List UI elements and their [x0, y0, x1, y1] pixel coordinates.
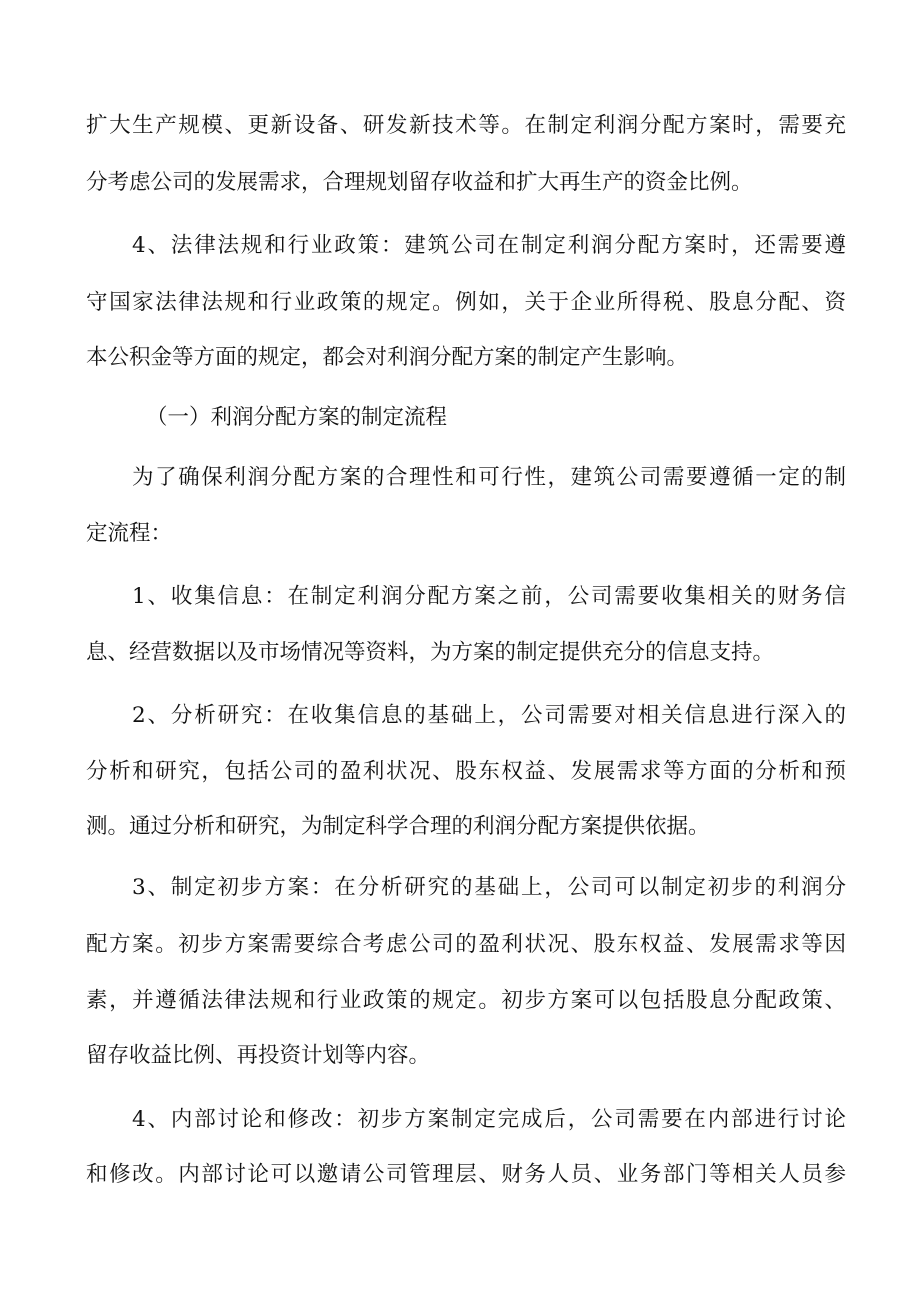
section-heading: （一）利润分配方案的制定流程	[146, 405, 448, 430]
paragraph-line: 分考虑公司的发展需求，合理规划留存收益和扩大再生产的资金比例。	[86, 170, 753, 195]
paragraph-line: 4、法律法规和行业政策：建筑公司在制定利润分配方案时，还需要遵	[132, 233, 846, 258]
paragraph-line: 2、分析研究：在收集信息的基础上，公司需要对相关信息进行深入的	[132, 703, 846, 728]
paragraph-line: 1、收集信息：在制定利润分配方案之前，公司需要收集相关的财务信	[132, 584, 846, 609]
paragraph-line: 息、经营数据以及市场情况等资料，为方案的制定提供充分的信息支持。	[86, 640, 775, 665]
paragraph-line: 守国家法律法规和行业政策的规定。例如，关于企业所得税、股息分配、资	[86, 290, 846, 315]
paragraph-line: 分析和研究，包括公司的盈利状况、股东权益、发展需求等方面的分析和预	[86, 759, 846, 784]
paragraph-line: 配方案。初步方案需要综合考虑公司的盈利状况、股东权益、发展需求等因	[86, 932, 846, 957]
paragraph-line: 本公积金等方面的规定，都会对利润分配方案的制定产生影响。	[86, 345, 689, 370]
paragraph-line: 留存收益比例、再投资计划等内容。	[86, 1043, 431, 1068]
paragraph-line: 定流程：	[86, 521, 173, 546]
paragraph-line: 扩大生产规模、更新设备、研发新技术等。在制定利润分配方案时，需要充	[86, 113, 846, 138]
paragraph-line: 素，并遵循法律法规和行业政策的规定。初步方案可以包括股息分配政策、	[86, 988, 846, 1013]
paragraph-line: 3、制定初步方案：在分析研究的基础上，公司可以制定初步的利润分	[132, 875, 846, 900]
paragraph-line: 和修改。内部讨论可以邀请公司管理层、财务人员、业务部门等相关人员参	[86, 1162, 846, 1187]
paragraph-line: 测。通过分析和研究，为制定科学合理的利润分配方案提供依据。	[86, 814, 710, 839]
paragraph-line: 为了确保利润分配方案的合理性和可行性，建筑公司需要遵循一定的制	[132, 465, 846, 490]
paragraph-line: 4、内部讨论和修改：初步方案制定完成后，公司需要在内部进行讨论	[132, 1107, 846, 1132]
